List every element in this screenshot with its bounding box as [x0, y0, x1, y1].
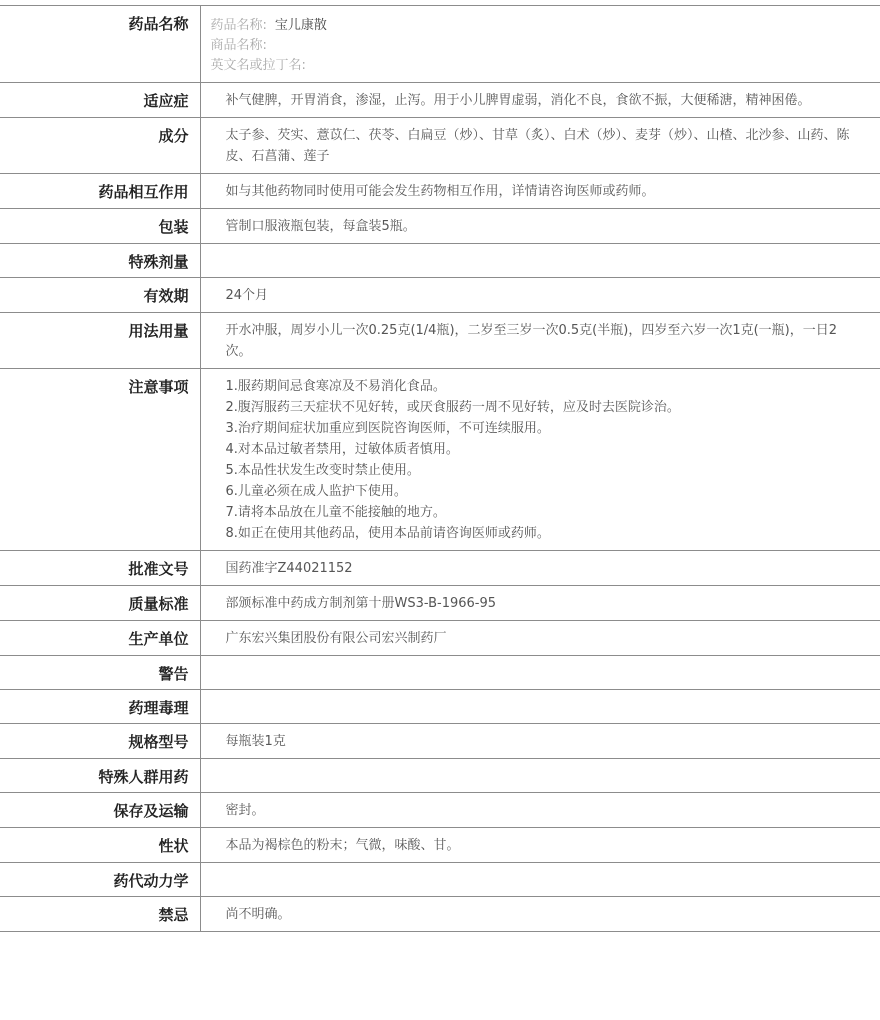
label-contraindications: 禁忌 [0, 897, 200, 932]
precaution-item: 6.儿童必须在成人监护下使用。 [225, 484, 407, 499]
label-manufacturer: 生产单位 [0, 621, 200, 656]
row-pharmacokinetics [0, 863, 880, 897]
row-storage [0, 793, 880, 828]
label-pharmacokinetics: 药代动力学 [0, 863, 200, 897]
row-special-populations [0, 759, 880, 793]
label-special-populations: 特殊人群用药 [0, 759, 200, 793]
value-appearance: 本品为褐棕色的粉末；气微，味酸、甘。 [225, 838, 460, 853]
row-usage [0, 313, 880, 369]
trade-name-line [211, 36, 861, 56]
row-expiry [0, 278, 880, 313]
label-ingredients: 成分 [0, 118, 200, 174]
value-approval-number: 国药准字Z44021152 [225, 561, 353, 576]
label-warning: 警告 [0, 656, 200, 690]
label-indications: 适应症 [0, 83, 200, 118]
generic-name-line [211, 16, 861, 36]
label-specification: 规格型号 [0, 724, 200, 759]
row-ingredients [0, 118, 880, 174]
value-manufacturer: 广东宏兴集团股份有限公司宏兴制药厂 [225, 631, 447, 646]
value-ingredients: 太子参、芡实、薏苡仁、茯苓、白扁豆（炒）、甘草（炙）、白术（炒）、麦芽（炒）、山楂、北沙参、山药、陈皮、石菖蒲、莲子 [225, 128, 850, 164]
label-packaging: 包装 [0, 209, 200, 244]
row-drug-name [0, 6, 880, 83]
row-specification [0, 724, 880, 759]
drug-info-table [0, 5, 880, 932]
row-packaging [0, 209, 880, 244]
label-storage: 保存及运输 [0, 793, 200, 828]
row-pharmacology [0, 690, 880, 724]
precaution-item: 7.请将本品放在儿童不能接触的地方。 [225, 505, 446, 520]
label-drug-name: 药品名称 [0, 6, 200, 83]
precaution-item: 8.如正在使用其他药品，使用本品前请咨询医师或药师。 [225, 526, 550, 541]
value-quality-standard: 部颁标准中药成方制剂第十册WS3-B-1966-95 [225, 596, 497, 611]
row-appearance [0, 828, 880, 863]
label-approval-number: 批准文号 [0, 551, 200, 586]
precaution-item: 3.治疗期间症状加重应到医院咨询医师，不可连续服用。 [225, 421, 550, 436]
trade-name-key: 商品名称: [210, 38, 267, 53]
value-warning [200, 656, 880, 690]
value-interactions: 如与其他药物同时使用可能会发生药物相互作用，详情请咨询医师或药师。 [225, 184, 655, 199]
row-manufacturer [0, 621, 880, 656]
row-approval-number [0, 551, 880, 586]
value-precautions [200, 369, 880, 551]
row-precautions [0, 369, 880, 551]
value-usage: 开水冲服，周岁小儿一次0.25克(1/4瓶)，二岁至三岁一次0.5克(半瓶)，四岁至六岁一次1克(一瓶)，一日2次。 [225, 323, 838, 359]
value-pharmacology [200, 690, 880, 724]
generic-name-value: 宝儿康散 [274, 18, 327, 33]
label-appearance: 性状 [0, 828, 200, 863]
value-indications: 补气健脾，开胃消食，渗湿，止泻。用于小儿脾胃虚弱，消化不良，食欲不振，大便稀溏，精神困倦。 [225, 93, 811, 108]
english-name-key: 英文名或拉丁名: [210, 58, 306, 73]
row-contraindications [0, 897, 880, 932]
value-storage: 密封。 [225, 803, 265, 818]
row-indications [0, 83, 880, 118]
label-quality-standard: 质量标准 [0, 586, 200, 621]
row-special-dosage [0, 244, 880, 278]
row-interactions [0, 174, 880, 209]
value-specification: 每瓶装1克 [225, 734, 286, 749]
value-expiry: 24个月 [225, 288, 269, 303]
english-name-line [211, 56, 861, 76]
label-interactions: 药品相互作用 [0, 174, 200, 209]
label-precautions: 注意事项 [0, 369, 200, 551]
value-contraindications: 尚不明确。 [225, 907, 291, 922]
row-quality-standard [0, 586, 880, 621]
generic-name-key: 药品名称: [210, 18, 267, 33]
label-usage: 用法用量 [0, 313, 200, 369]
value-drug-name [200, 6, 880, 83]
value-special-dosage [200, 244, 880, 278]
row-warning [0, 656, 880, 690]
precaution-item: 5.本品性状发生改变时禁止使用。 [225, 463, 420, 478]
precaution-item: 1.服药期间忌食寒凉及不易消化食品。 [225, 379, 446, 394]
label-expiry: 有效期 [0, 278, 200, 313]
value-pharmacokinetics [200, 863, 880, 897]
precaution-item: 4.对本品过敏者禁用，过敏体质者慎用。 [225, 442, 459, 457]
label-pharmacology: 药理毒理 [0, 690, 200, 724]
precaution-item: 2.腹泻服药三天症状不见好转，或厌食服药一周不见好转，应及时去医院诊治。 [225, 400, 680, 415]
value-special-populations [200, 759, 880, 793]
label-special-dosage: 特殊剂量 [0, 244, 200, 278]
value-packaging: 管制口服液瓶包装，每盒装5瓶。 [225, 219, 416, 234]
